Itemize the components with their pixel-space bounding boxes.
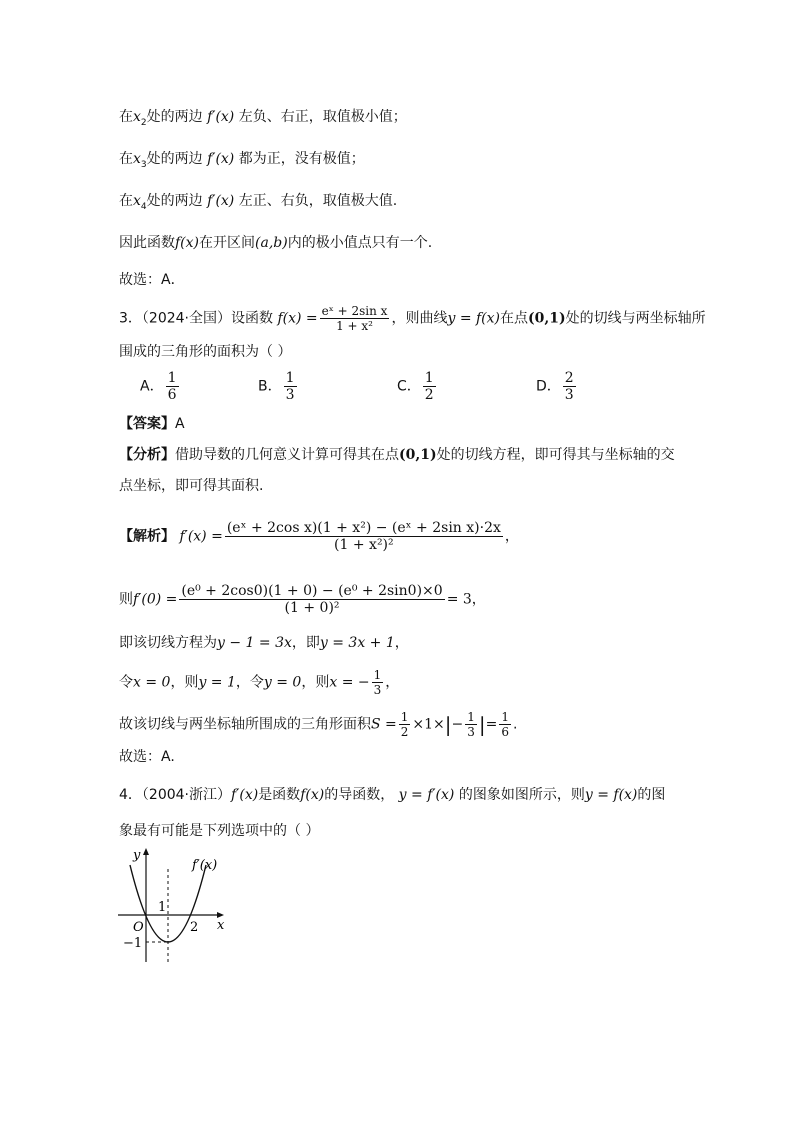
area-line: 故该切线与两坐标轴所围成的三角形面积S = $\frac{1}{2}$ ×1×|− $\frac{1}{3}$ |= $\frac{1}{6}$ . bbox=[119, 710, 518, 739]
choice-line-1: 故选：A． bbox=[119, 272, 185, 288]
derivative-graph bbox=[118, 845, 233, 965]
option-d: D． $\frac{2}{3}$ bbox=[536, 370, 574, 403]
line-x3: 在$x_3$处的两边 f′(x) 都为正，没有极值； bbox=[119, 151, 365, 170]
solution-f0: 则f′(0) = $\frac{\text{(e⁰ + 2cos0)(1 + 0) − (e⁰ + 2sin0)×0}}{\text{(1 + 0)²}}$ = 3， bbox=[119, 583, 486, 616]
option-c: C． $\frac{1}{2}$ bbox=[397, 370, 434, 403]
conclusion-line: 因此函数f(x)在开区间(a,b)内的极小值点只有一个. bbox=[119, 235, 433, 251]
y-axis-label: y bbox=[133, 848, 141, 863]
x-axis-label: x bbox=[217, 918, 225, 933]
tick-neg1-label: −1 bbox=[123, 936, 143, 951]
answer-line: 【答案】A bbox=[119, 416, 185, 432]
question-4-line-1: 4．（2004·浙江）f′(x)是函数f(x)的导函数， y = f′(x) 的图象如图所示，则y = f(x)的图 bbox=[119, 787, 666, 803]
origin-label: O bbox=[133, 920, 144, 935]
tick-2-label: 2 bbox=[190, 920, 199, 935]
choice-line-2: 故选：A. bbox=[119, 749, 175, 765]
option-a: A． $\frac{1}{6}$ bbox=[140, 370, 177, 403]
solution-derivative: 【解析】 f′(x) = $\frac{\text{(eˣ + 2cos x)(1 + x²) − (eˣ + 2sin x)·2x}}{\text{(1 + x²)²}}$ ， bbox=[119, 520, 519, 553]
tangent-line-equation: 即该切线方程为y − 1 = 3x，即y = 3x + 1， bbox=[119, 635, 409, 651]
intercepts-line: 令x = 0，则y = 1，令y = 0，则x = − $\frac{1}{3}$ ， bbox=[119, 668, 400, 697]
analysis-line-1: 【分析】借助导数的几何意义计算可得其在点(0,1)处的切线方程，即可得其与坐标轴的交 bbox=[119, 447, 675, 463]
tick-1-label: 1 bbox=[158, 900, 167, 915]
question-3-line-1: 3．（2024·全国）设函数 f(x) = $\frac{\text{eˣ + 2sin x}}{\text{1 + x²}}$ ，则曲线y = f(x)在点(0,1)处的切线与两坐标轴所 bbox=[119, 304, 706, 333]
y-axis-arrow bbox=[143, 848, 149, 855]
line-x4: 在$x_4$处的两边 f′(x) 左正、右负，取值极大值. bbox=[119, 193, 398, 212]
question-4-line-2: 象最有可能是下列选项中的（ ） bbox=[119, 823, 320, 839]
analysis-line-2: 点坐标，即可得其面积. bbox=[119, 478, 264, 494]
question-3-line-2: 围成的三角形的面积为（ ） bbox=[119, 344, 292, 360]
option-b: B． $\frac{1}{3}$ bbox=[258, 370, 295, 403]
curve-label: f′(x) bbox=[192, 858, 218, 873]
line-x2: 在$x_2$处的两边 f′(x) 左负、右正，取值极小值； bbox=[119, 109, 407, 128]
